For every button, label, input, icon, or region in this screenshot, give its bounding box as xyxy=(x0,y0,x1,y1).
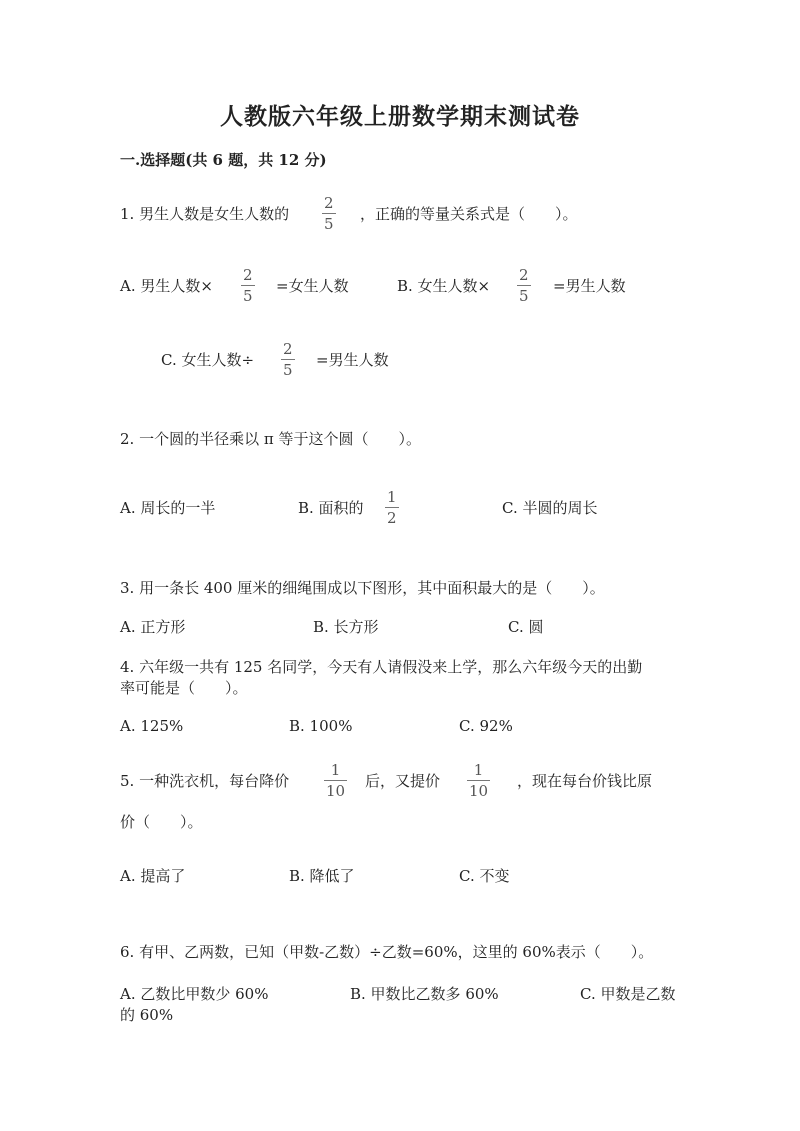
q2-option-b-prefix: B. 面积的 xyxy=(298,499,364,517)
page-title: 人教版六年级上册数学期末测试卷 xyxy=(220,103,580,130)
q2-option-b-fraction xyxy=(385,490,399,526)
q1-fraction xyxy=(322,196,336,232)
section-heading: 一.选择题(共 6 题，共 12 分) xyxy=(120,151,327,169)
fraction-numerator: 1 xyxy=(387,488,397,506)
fraction-numerator: 1 xyxy=(473,761,484,779)
q1-option-b-fraction xyxy=(517,268,531,304)
q2-option-a: A. 周长的一半 xyxy=(120,499,216,517)
q5-option-b: B. 降低了 xyxy=(289,867,355,885)
q6-option-c: C. 甲数是乙数 xyxy=(580,985,676,1003)
q5-option-c: C. 不变 xyxy=(459,867,510,885)
fraction-numerator: 2 xyxy=(519,266,529,284)
q3-option-a: A. 正方形 xyxy=(120,618,186,636)
q5-stem-middle: 后，又提价 xyxy=(365,772,441,790)
q5-stem-end: ，现在每台价钱比原 xyxy=(517,772,653,790)
q1-option-a-prefix: A. 男生人数× xyxy=(120,277,213,295)
q1-option-c-prefix: C. 女生人数÷ xyxy=(161,351,255,369)
q6-option-b: B. 甲数比乙数多 60% xyxy=(350,985,499,1003)
q5-option-a: A. 提高了 xyxy=(120,867,186,885)
q6-option-c-line2: 的 60% xyxy=(120,1006,174,1024)
fraction-denominator: 5 xyxy=(324,215,334,233)
fraction-denominator: 5 xyxy=(283,361,293,379)
fraction-denominator: 5 xyxy=(243,287,253,305)
q1-stem-start: 1. 男生人数是女生人数的 xyxy=(120,205,290,223)
q1-option-b-prefix: B. 女生人数× xyxy=(397,277,491,295)
q1-option-c-suffix: =男生人数 xyxy=(316,351,389,369)
q4-option-c: C. 92% xyxy=(459,717,513,735)
q2-stem: 2. 一个圆的半径乘以 π 等于这个圆（ ）。 xyxy=(120,430,421,448)
q1-option-a-fraction xyxy=(241,268,255,304)
fraction-denominator: 10 xyxy=(469,782,489,800)
q1-option-b-suffix: =男生人数 xyxy=(553,277,626,295)
q1-stem-end: ，正确的等量关系式是（ ）。 xyxy=(360,205,578,223)
q3-stem: 3. 用一条长 400 厘米的细绳围成以下图形，其中面积最大的是（ ）。 xyxy=(120,579,605,597)
q1-option-c-fraction xyxy=(281,342,295,378)
fraction-numerator: 2 xyxy=(243,266,253,284)
fraction-numerator: 2 xyxy=(324,194,334,212)
q6-stem: 6. 有甲、乙两数，已知（甲数-乙数）÷乙数=60%，这里的 60%表示（ ）。 xyxy=(120,943,654,961)
q4-stem-line1: 4. 六年级一共有 125 名同学，今天有人请假没来上学，那么六年级今天的出勤 xyxy=(120,658,643,676)
q5-fraction-1 xyxy=(324,763,347,799)
q3-option-b: B. 长方形 xyxy=(313,618,379,636)
q4-option-b: B. 100% xyxy=(289,717,353,735)
q6-option-a: A. 乙数比甲数少 60% xyxy=(120,985,269,1003)
q2-option-c: C. 半圆的周长 xyxy=(502,499,598,517)
q5-fraction-2 xyxy=(467,763,490,799)
q5-stem-line2: 价（ ）。 xyxy=(120,813,203,831)
fraction-denominator: 10 xyxy=(326,782,346,800)
q4-option-a: A. 125% xyxy=(120,717,184,735)
q4-stem-line2: 率可能是（ ）。 xyxy=(120,679,248,697)
fraction-numerator: 1 xyxy=(330,761,341,779)
fraction-denominator: 2 xyxy=(387,509,397,527)
fraction-denominator: 5 xyxy=(519,287,529,305)
q1-option-a-suffix: =女生人数 xyxy=(276,277,349,295)
q3-option-c: C. 圆 xyxy=(508,618,544,636)
fraction-numerator: 2 xyxy=(283,340,293,358)
q5-stem-start: 5. 一种洗衣机，每台降价 xyxy=(120,772,290,790)
